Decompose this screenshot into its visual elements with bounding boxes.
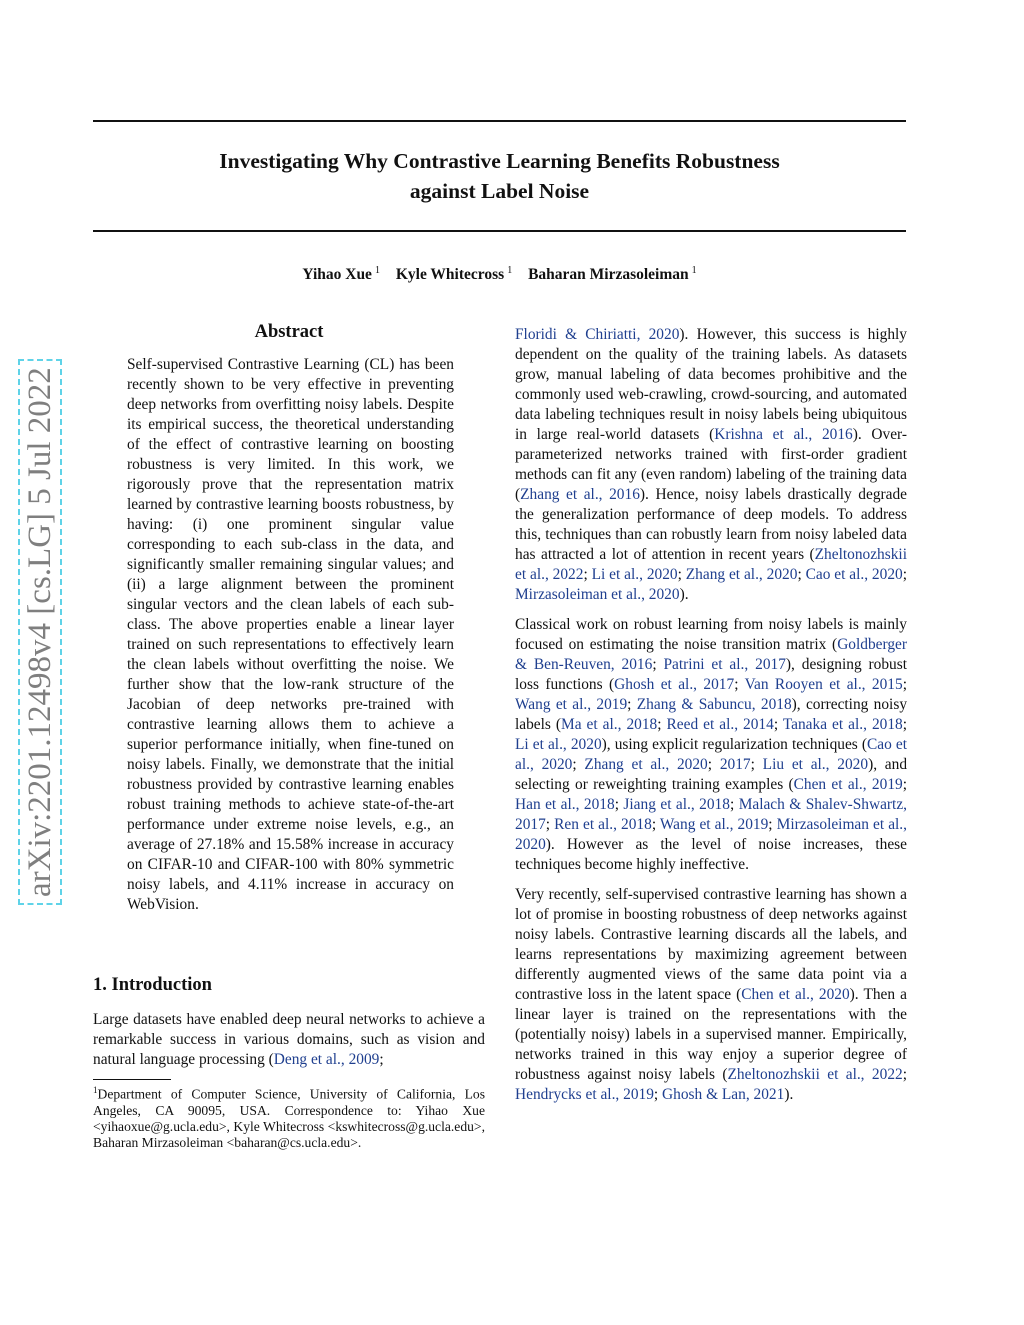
paper-title	[93, 146, 906, 206]
paragraph-text: ;	[729, 796, 739, 813]
citation-link[interactable]: Cao et al., 2020	[515, 736, 908, 773]
paragraph-text: ).	[784, 1086, 794, 1103]
citation-link[interactable]: Reed et al., 2014	[666, 716, 774, 733]
paragraph-text: ;	[707, 756, 720, 773]
paragraph-text: ;	[797, 566, 806, 583]
citation-link[interactable]: Han et al., 2018	[515, 796, 615, 813]
paragraph-text: ;	[734, 676, 745, 693]
citation-link[interactable]: Wang et al., 2019	[659, 816, 769, 833]
paragraph-text: ;	[583, 566, 592, 583]
citation-link[interactable]: Ren et al., 2018	[554, 816, 652, 833]
section-heading-introduction: 1. Introduction	[93, 975, 212, 995]
footnote-rule	[93, 1079, 171, 1080]
citation-link[interactable]: Ghosh et al., 2017	[614, 676, 735, 693]
paragraph-text: ;	[651, 816, 660, 833]
paragraph-text: ), designing robust loss functions (	[515, 656, 908, 693]
citation-link[interactable]: Zhang et al., 2016	[520, 486, 640, 503]
paragraph-text: ;	[614, 796, 624, 813]
paragraph-text: ;	[902, 716, 908, 733]
paragraph-text: ), and selecting or reweighting training examples (	[515, 756, 908, 793]
top-rule	[93, 120, 906, 122]
citation-link[interactable]: Liu et al., 2020	[762, 756, 869, 773]
paragraph-text: Very recently, self-supervised contrastive learning has shown a lot of promise in boosting robustness of deep networks against noisy labels. Contrastive learning discards all the labels, and learns representations by maximizing agreement between differently augmented views of the same data point via a contrastive loss in the latent space (	[515, 886, 907, 1003]
citation-link[interactable]: Cao et al., 2020	[805, 566, 903, 583]
title-line-2: against Label Noise	[409, 179, 590, 203]
citation-link[interactable]: Van Rooyen et al., 2015	[744, 676, 903, 693]
paragraph-text: ). However, this success is highly dependent on the quality of the training labels. As datasets grow, manual labeling of data becomes prohibitive and the commonly used web-crawling, crowd-sourcing, and automated data labeling techniques result in noisy labels being ubiquitous in large real-world datasets (	[515, 326, 908, 443]
author: Baharan Mirzasoleiman $^1$	[528, 265, 697, 284]
title-bottom-rule	[93, 230, 906, 232]
citation-link[interactable]: Li et al., 2020	[591, 566, 678, 583]
paragraph-text: ), using explicit regularization techniques (	[601, 736, 868, 753]
paragraph-text: ;	[572, 756, 585, 773]
citation-link[interactable]: Patrini et al., 2017	[663, 656, 786, 673]
citation-link[interactable]: 2017	[719, 756, 751, 773]
citation-link[interactable]: Ghosh & Lan, 2021	[662, 1086, 785, 1103]
paragraph-text: ;	[677, 566, 686, 583]
author-list	[93, 265, 906, 284]
paragraph-text: ;	[902, 776, 907, 793]
citation-link[interactable]: Zhang et al., 2020	[584, 756, 708, 773]
citation-link[interactable]: Deng et al., 2009	[273, 1051, 380, 1068]
paragraph-text: ). Then a linear layer is trained on the representations with the (potentially noisy) labels in a supervised manner. Empirically, networks trained in this way enjoy a superior degree of robustness against noisy labels (	[515, 986, 907, 1083]
citation-link[interactable]: Krishna et al., 2016	[714, 426, 853, 443]
title-line-1: Investigating Why Contrastive Learning Benefits Robustness	[219, 149, 780, 173]
right-paragraph-1	[515, 325, 907, 605]
citation-link[interactable]: Li et al., 2020	[515, 736, 602, 753]
paragraph-text: ;	[902, 676, 907, 693]
paragraph-text: ). However as the level of noise increases, these techniques become highly ineffective.	[515, 836, 907, 873]
paragraph-text: ;	[545, 816, 555, 833]
paragraph-text: ;	[902, 566, 907, 583]
citation-link[interactable]: Malach & Shalev-Shwartz, 2017	[515, 796, 908, 833]
citation-link[interactable]: Zhang & Sabuncu, 2018	[636, 696, 792, 713]
citation-link[interactable]: Zheltonozhskii et al., 2022	[515, 546, 907, 583]
citation-link[interactable]: Goldberger & Ben-Reuven, 2016	[515, 636, 907, 673]
citation-link[interactable]: Zhang et al., 2020	[685, 566, 798, 583]
arxiv-stamp[interactable]: arXiv:2201.12498v4 [cs.LG] 5 Jul 2022	[18, 359, 62, 905]
paragraph-text: ;	[773, 716, 783, 733]
citation-link[interactable]: Chen et al., 2019	[793, 776, 903, 793]
paragraph-text: ). Over-parameterized networks trained with first-order gradient methods can fit any (even random) labeling of the training data (	[515, 426, 907, 503]
right-paragraph-2	[515, 615, 907, 875]
abstract-body	[127, 355, 454, 915]
paragraph-text: ;	[657, 716, 667, 733]
citation-link[interactable]: Ma et al., 2018	[561, 716, 658, 733]
paragraph-text: ;	[902, 1066, 907, 1083]
paragraph-text: ;	[653, 1086, 663, 1103]
author: Yihao Xue $^1$	[302, 265, 380, 284]
paragraph-text: ;	[750, 756, 763, 773]
affiliation-footnote: $^1$Department of Computer Science, University of California, Los Angeles, CA 90095, USA. Correspondence to: Yihao Xue <yihaoxue@g.ucla.edu>, Kyle Whitecross <kswhitecross@g.ucla.edu>, Baharan Mirzasoleiman <baharan@cs.ucla.edu>.	[93, 1085, 485, 1151]
paragraph-text: ), correcting noisy labels (	[515, 696, 908, 733]
citation-link[interactable]: Jiang et al., 2018	[623, 796, 730, 813]
citation-link[interactable]: Mirzasoleiman et al., 2020	[515, 816, 907, 853]
citation-link[interactable]: Wang et al., 2019	[515, 696, 628, 713]
paragraph-text: Classical work on robust learning from noisy labels is mainly focused on estimating the noise transition matrix (	[515, 616, 907, 653]
citation-link[interactable]: Floridi & Chiriatti, 2020	[515, 326, 680, 343]
abstract-heading: Abstract	[254, 322, 324, 342]
author: Kyle Whitecross $^1$	[395, 265, 513, 284]
paragraph-text: ). Hence, noisy labels drastically degrade the generalization performance of deep models. To address this, techniques than can robustly learn from noisy labeled data has attracted a lot of attention in recent years (	[515, 486, 907, 563]
citation-link[interactable]: Zheltonozhskii et al., 2022	[727, 1066, 903, 1083]
paragraph-text: ;	[627, 696, 637, 713]
paragraph-text: ;	[768, 816, 777, 833]
intro-paragraph: Large datasets have enabled deep neural networks to achieve a remarkable success in various domains, such as vision and natural language processing (Deng et al., 2009;	[93, 1011, 485, 1068]
paragraph-text: ).	[679, 586, 689, 603]
paragraph-text: ;	[652, 656, 664, 673]
right-paragraph-3	[515, 885, 907, 1105]
right-column	[515, 325, 907, 1105]
abstract-text: Self-supervised Contrastive Learning (CL) has been recently shown to be very effective in preventing deep networks from overfitting noisy labels. Despite its empirical success, the theoretical understanding of the effect of contrastive learning on boosting robustness is very limited. In this work, we rigorously prove that the representation matrix learned by contrastive learning boosts robustness, by having: (i) one prominent singular value corresponding to each sub-class in the data, and significantly smaller remaining singular values; and (ii) a large alignment between the prominent singular vectors and the clean labels of each sub-class. The above properties enable a linear layer trained on such representations to effectively learn the clean labels without overfitting the noise. We further show that the low-rank structure of the Jacobian of deep networks pre-trained with contrastive learning allows them to achieve a superior performance initially, when fine-tuned on noisy labels. Finally, we demonstrate that the initial robustness provided by contrastive learning enables robust training methods to achieve state-of-the-art performance under extreme noise levels, e.g., an average of 27.18% and 15.58% increase in accuracy on CIFAR-10 and CIFAR-100 with 80% symmetric noisy labels, and 4.11% increase in accuracy on WebVision.	[127, 356, 454, 913]
citation-link[interactable]: Tanaka et al., 2018	[782, 716, 903, 733]
citation-link[interactable]: Hendrycks et al., 2019	[515, 1086, 654, 1103]
citation-link[interactable]: Mirzasoleiman et al., 2020	[515, 586, 680, 603]
citation-link[interactable]: Chen et al., 2020	[741, 986, 850, 1003]
